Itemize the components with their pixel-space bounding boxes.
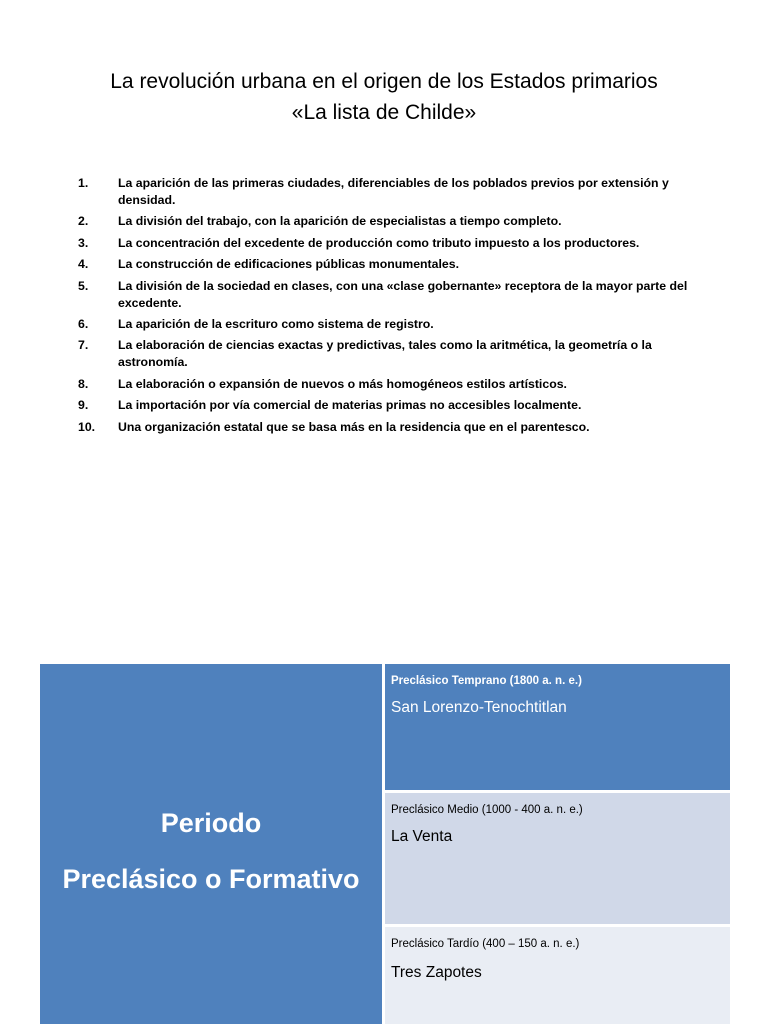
period-cell-early — [385, 664, 730, 790]
item-number: 6. — [78, 316, 89, 331]
item-text: La aparición de la escrituro como sistema de registro. — [118, 316, 434, 331]
title-line-1: La revolución urbana en el origen de los Estados primarios — [110, 70, 658, 93]
item-number: 2. — [78, 214, 89, 229]
slide-title — [0, 66, 768, 128]
item-text: La concentración del excedente de producción como tributo impuesto a los productores. — [118, 235, 640, 250]
item-number: 3. — [78, 235, 89, 250]
list-item — [78, 256, 698, 273]
period-panel — [40, 664, 382, 1024]
list-item — [78, 213, 698, 230]
item-text: La división del trabajo, con la aparición de especialistas a tiempo completo. — [118, 214, 562, 229]
item-text: La división de la sociedad en clases, con una «clase gobernante» receptora de la mayor parte del excedente. — [118, 278, 688, 310]
item-text: La aparición de las primeras ciudades, diferenciables de los poblados previos por extensión y densidad. — [118, 176, 669, 207]
list-item — [78, 419, 698, 436]
list-item — [78, 376, 698, 393]
item-text: Una organización estatal que se basa más en la residencia que en el parentesco. — [118, 419, 590, 434]
item-number: 5. — [78, 278, 89, 293]
item-text: La construcción de edificaciones públicas monumentales. — [118, 257, 459, 272]
item-number: 4. — [78, 257, 89, 272]
cell-label: Preclásico Medio (1000 - 400 a. n. e.) — [391, 804, 583, 816]
list-item — [78, 175, 698, 209]
item-text: La elaboración o expansión de nuevos o más homogéneos estilos artísticos. — [118, 376, 567, 391]
list-item — [78, 235, 698, 252]
item-number: 7. — [78, 338, 89, 353]
cell-label: Preclásico Tardío (400 – 150 a. n. e.) — [391, 938, 580, 950]
childe-list — [78, 175, 698, 440]
list-item — [78, 278, 698, 312]
list-item — [78, 397, 698, 414]
item-number: 1. — [78, 176, 89, 190]
item-number: 9. — [78, 398, 89, 413]
item-text: La importación por vía comercial de materias primas no accesibles localmente. — [118, 398, 582, 413]
period-name: Preclásico o Formativo — [62, 864, 360, 894]
item-text: La elaboración de ciencias exactas y predictivas, tales como la aritmética, la geometría o la astronomía. — [118, 338, 652, 370]
cell-site: La Venta — [391, 828, 453, 845]
list-item — [78, 337, 698, 371]
cell-site: San Lorenzo-Tenochtitlan — [391, 699, 567, 716]
period-cell-middle — [385, 793, 730, 924]
cell-site: Tres Zapotes — [391, 964, 482, 981]
cell-label: Preclásico Temprano (1800 a. n. e.) — [391, 675, 582, 687]
title-line-2: «La lista de Childe» — [291, 101, 477, 124]
item-number: 10. — [78, 419, 96, 434]
period-heading: Periodo — [160, 808, 262, 838]
list-item — [78, 316, 698, 333]
period-cell-late — [385, 927, 730, 1024]
item-number: 8. — [78, 376, 89, 391]
